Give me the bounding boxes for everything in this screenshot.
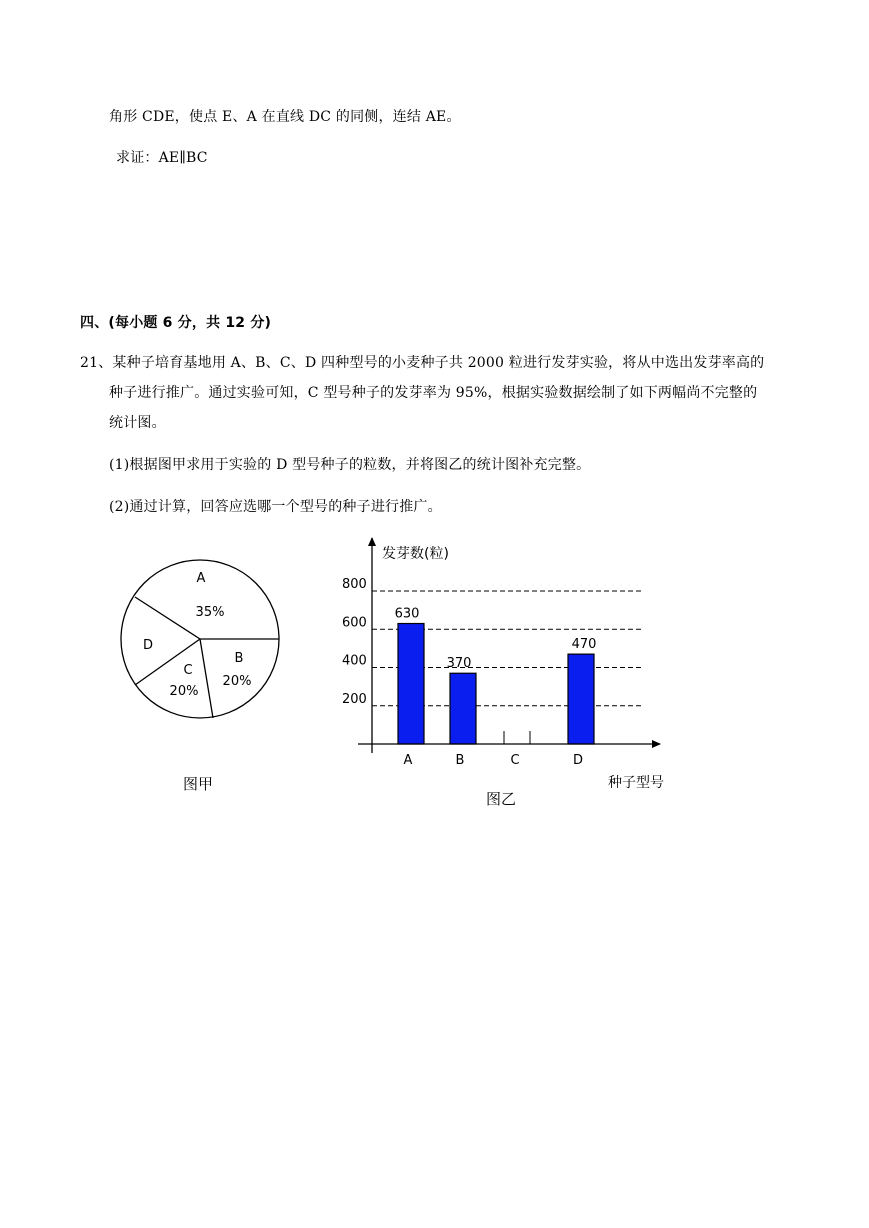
pie-chart [110,550,290,730]
question-21-line-1: 21、某种子培育基地用 A、B、C、D 四种型号的小麦种子共 2000 粒进行发芽实验，将从中选出发芽率高的 [80,355,765,371]
question-21-part-1: (1)根据图甲求用于实验的 D 型号种子的粒数，并将图乙的统计图补充完整。 [109,457,591,473]
x-tick-label-D: D [572,753,584,768]
y-axis-title: 发芽数(粒) [382,546,449,562]
x-axis-title: 种子型号 [608,775,664,790]
bar-D [568,654,594,744]
x-tick-label-B: B [455,753,465,768]
bar-chart [330,530,690,790]
question-21-line-2: 种子进行推广。通过实验可知，C 型号种子的发芽率为 95%，根据实验数据绘制了如下两幅尚不完整的 [109,385,758,401]
question-21-line-3: 统计图。 [109,415,166,431]
pie-label-c-pct: 20% [169,684,199,699]
y-tick-label-200: 200 [342,691,367,707]
prev-question-line-2: 求证：AE∥BC [116,150,208,166]
bar-caption: 图乙 [486,790,517,808]
y-tick-label-400: 400 [342,653,367,669]
pie-label-d: D [142,638,154,653]
pie-label-b-pct: 20% [222,674,252,689]
pie-label-b: B [234,651,244,666]
x-tick-label-A: A [403,753,413,768]
data-label-B: 370 [446,656,472,672]
bar-A [398,624,424,744]
y-tick-label-600: 600 [342,615,367,631]
x-tick-label-C: C [510,753,520,768]
pie-label-c: C [183,663,193,678]
pie-label-a-pct: 35% [195,605,225,620]
section-heading: 四、(每小题 6 分，共 12 分) [80,315,272,331]
data-label-D: 470 [571,637,597,653]
bar-B [450,673,476,744]
pie-label-a: A [196,571,206,586]
pie-caption: 图甲 [183,775,214,793]
prev-question-line-1: 角形 CDE，使点 E、A 在直线 DC 的同侧，连结 AE。 [109,109,461,125]
y-tick-label-800: 800 [342,577,367,592]
data-label-A: 630 [394,606,420,622]
question-21-part-2: (2)通过计算，回答应选哪一个型号的种子进行推广。 [109,499,442,515]
